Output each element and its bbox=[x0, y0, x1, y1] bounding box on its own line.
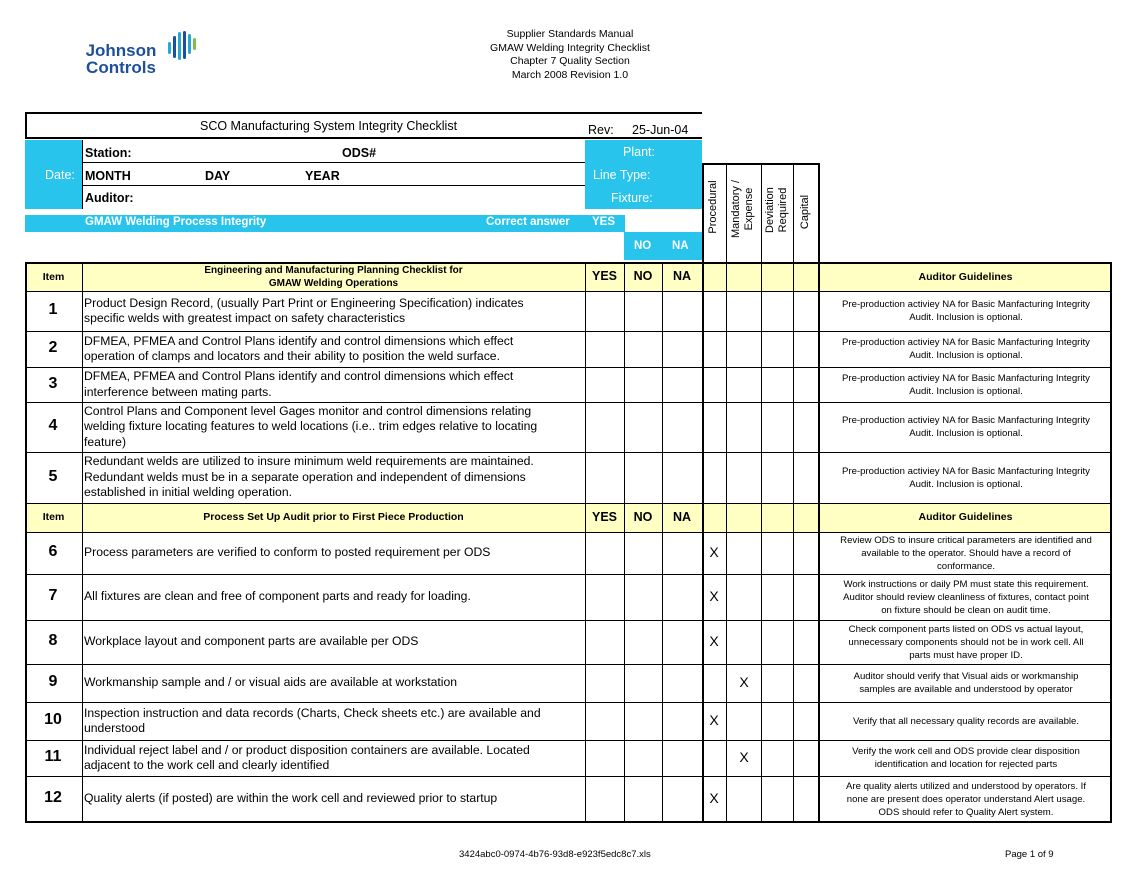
rev-value: 25-Jun-04 bbox=[632, 123, 689, 137]
ods-label: ODS# bbox=[342, 146, 377, 160]
answer-cell-na[interactable] bbox=[662, 367, 702, 402]
auditor-guideline-line: Audit. Inclusion is optional. bbox=[909, 312, 1023, 323]
process-label: GMAW Welding Process Integrity bbox=[85, 216, 267, 228]
answer-cell-no[interactable] bbox=[624, 402, 662, 452]
x-mark: X bbox=[739, 749, 749, 765]
answer-cell-yes[interactable] bbox=[585, 291, 624, 331]
auditor-guideline bbox=[820, 298, 1112, 324]
column-divider bbox=[662, 262, 663, 823]
logo-line2: Controls bbox=[86, 58, 156, 77]
auditor-guideline-line: Check component parts listed on ODS vs actual layout, bbox=[848, 623, 1084, 635]
section2-no: NO bbox=[633, 510, 653, 524]
item-number: 5 bbox=[48, 467, 58, 485]
auditor-guideline-line: unnecessary components should not be in work cell. All bbox=[848, 636, 1084, 648]
item-question-line: Workplace layout and component parts are available per ODS bbox=[84, 634, 419, 649]
row-divider bbox=[25, 452, 1111, 453]
procedural-header: Procedural bbox=[707, 180, 719, 234]
answer-cell-no[interactable] bbox=[624, 452, 662, 503]
answer-cell-yes[interactable] bbox=[585, 402, 624, 452]
answer-cell-na[interactable] bbox=[662, 331, 702, 367]
item-question-line: feature) bbox=[84, 434, 127, 449]
header-line4: March 2008 Revision 1.0 bbox=[511, 68, 629, 81]
auditor-guideline-line: Verify that all necessary quality records are available. bbox=[852, 715, 1080, 727]
x-mark: X bbox=[709, 790, 719, 806]
capital-header: Capital bbox=[799, 194, 811, 230]
item-question-line: DFMEA, PFMEA and Control Plans identify and control dimensions which effect bbox=[84, 369, 514, 383]
auditor-guideline-line: Audit. Inclusion is optional. bbox=[909, 478, 1023, 490]
auditor-guideline-line: parts must have proper ID. bbox=[909, 649, 1023, 661]
row-divider bbox=[25, 503, 1111, 504]
x-mark: X bbox=[739, 674, 749, 690]
logo-line1: Johnson bbox=[85, 41, 157, 60]
auditor-guideline-line: samples are available and understood by operator bbox=[859, 684, 1073, 695]
item-number: 8 bbox=[48, 632, 58, 649]
item-question-line: interference between mating parts. bbox=[84, 384, 272, 399]
answer-cell-yes[interactable] bbox=[585, 367, 624, 402]
auditor-guideline bbox=[820, 414, 1112, 440]
column-divider bbox=[793, 262, 794, 823]
item-question bbox=[84, 296, 584, 327]
auditor-label: Auditor: bbox=[85, 191, 134, 205]
item-number: 4 bbox=[48, 417, 58, 434]
answer-cell-na[interactable] bbox=[662, 532, 702, 574]
answer-cell-na[interactable] bbox=[662, 574, 702, 620]
item-question bbox=[84, 454, 584, 501]
row-divider bbox=[25, 574, 1111, 575]
section2-na: NA bbox=[672, 510, 692, 524]
item-question-line: Product Design Record, (usually Part Print or Engineering Specification) indicates bbox=[84, 295, 524, 310]
column-divider bbox=[726, 262, 727, 823]
row-divider bbox=[25, 331, 1111, 332]
section1-item-label: Item bbox=[42, 271, 65, 283]
item-question-line: Quality alerts (if posted) are within the work cell and reviewed prior to startup bbox=[84, 791, 498, 806]
row-divider bbox=[25, 291, 1111, 292]
answer-cell-no[interactable] bbox=[624, 367, 662, 402]
section1-title-line2: GMAW Welding Operations bbox=[268, 278, 399, 289]
item-question bbox=[84, 675, 584, 691]
item-question-line: Inspection instruction and data records (Charts, Check sheets etc.) are available and bbox=[84, 705, 541, 720]
mandatory-header-2: Expense bbox=[743, 187, 755, 231]
answer-cell-yes[interactable] bbox=[585, 620, 624, 664]
row-divider bbox=[25, 262, 1112, 264]
answer-cell-no[interactable] bbox=[624, 291, 662, 331]
section1-no: NO bbox=[633, 269, 653, 283]
answer-cell-no[interactable] bbox=[624, 620, 662, 664]
item-number: 1 bbox=[48, 301, 58, 318]
item-question-line: operation of clamps and locators and their ability to position the weld surface. bbox=[84, 349, 500, 363]
item-question bbox=[84, 706, 584, 737]
auditor-guideline-line: Pre-production activiey NA for Basic Manfacturing Integrity bbox=[842, 299, 1090, 310]
item-number: 11 bbox=[44, 748, 62, 765]
auditor-guideline bbox=[820, 745, 1112, 771]
answer-cell-yes[interactable] bbox=[585, 664, 624, 702]
auditor-guideline bbox=[820, 372, 1112, 398]
auditor-guideline bbox=[820, 465, 1112, 491]
auditor-guideline-line: Auditor should verify that Visual aids or workmanship bbox=[853, 671, 1079, 682]
item-number: 7 bbox=[48, 587, 58, 604]
auditor-guideline bbox=[820, 336, 1112, 362]
footer-filename: 3424abc0-0974-4b76-93d8-e923f5edc8c7.xls bbox=[459, 849, 651, 860]
column-divider bbox=[624, 262, 625, 823]
auditor-guideline-line: Pre-production activiey NA for Basic Manfacturing Integrity bbox=[842, 337, 1090, 348]
item-question bbox=[84, 369, 584, 400]
answer-cell-no[interactable] bbox=[624, 331, 662, 367]
x-mark: X bbox=[709, 712, 719, 728]
item-question bbox=[84, 634, 584, 650]
item-number: 10 bbox=[44, 711, 62, 728]
item-question-line: Redundant welds must be in a separate operation and independent of dimensions bbox=[84, 469, 526, 484]
auditor-guideline bbox=[820, 623, 1112, 662]
item-number: 9 bbox=[48, 673, 58, 690]
answer-cell-na[interactable] bbox=[662, 291, 702, 331]
item-question bbox=[84, 791, 584, 807]
x-mark: X bbox=[709, 588, 719, 604]
item-question-line: All fixtures are clean and free of component parts and ready for loading. bbox=[84, 589, 471, 604]
answer-cell-yes[interactable] bbox=[585, 574, 624, 620]
answer-cell-na[interactable] bbox=[662, 402, 702, 452]
item-question bbox=[84, 334, 584, 365]
deviation-header-1: Deviation bbox=[764, 187, 776, 233]
column-divider bbox=[761, 262, 762, 823]
auditor-guideline bbox=[820, 578, 1112, 617]
auditor-guideline-line: on fixture should be clean on audit time. bbox=[881, 604, 1051, 616]
item-question-line: Workmanship sample and / or visual aids are available at workstation bbox=[84, 675, 458, 690]
header-line3: Chapter 7 Quality Section bbox=[510, 55, 630, 67]
footer-page: Page 1 of 9 bbox=[1005, 849, 1054, 860]
answer-cell-yes[interactable] bbox=[585, 452, 624, 503]
auditor-guideline-line: Pre-production activiey NA for Basic Manfacturing Integrity bbox=[842, 372, 1090, 384]
auditor-guideline-line: ODS should refer to Quality Alert system. bbox=[878, 806, 1054, 818]
auditor-guideline-line: Audit. Inclusion is optional. bbox=[909, 350, 1023, 361]
row-divider bbox=[25, 702, 1111, 703]
item-number: 3 bbox=[48, 374, 58, 392]
answer-cell-yes[interactable] bbox=[585, 532, 624, 574]
auditor-guideline-line: Audit. Inclusion is optional. bbox=[909, 428, 1023, 439]
answer-cell-no[interactable] bbox=[624, 532, 662, 574]
row-divider bbox=[25, 620, 1111, 621]
answer-cell-na[interactable] bbox=[662, 702, 702, 740]
section2-title: Process Set Up Audit prior to First Piece Production bbox=[203, 511, 464, 523]
row-divider bbox=[25, 776, 1111, 777]
item-number: 2 bbox=[48, 339, 58, 356]
auditor-guideline-line: Work instructions or daily PM must state this requirement. bbox=[843, 578, 1089, 590]
rev-label: Rev: bbox=[588, 123, 614, 137]
answer-cell-na[interactable] bbox=[662, 776, 702, 822]
answer-cell-na[interactable] bbox=[662, 452, 702, 503]
item-question-line: DFMEA, PFMEA and Control Plans identify and control dimensions which effect bbox=[84, 333, 514, 348]
fixture-label: Fixture: bbox=[611, 191, 653, 205]
column-divider bbox=[818, 262, 820, 823]
correct-yes: YES bbox=[592, 216, 616, 228]
auditor-guideline-line: conformance. bbox=[936, 560, 996, 572]
section2-item-label: Item bbox=[42, 511, 65, 523]
item-question-line: understood bbox=[84, 721, 145, 735]
line-type-label: Line Type: bbox=[593, 168, 651, 182]
section1-title-line1: Engineering and Manufacturing Planning Checklist for bbox=[204, 265, 463, 276]
row-divider bbox=[25, 367, 1111, 368]
answer-cell-na[interactable] bbox=[662, 620, 702, 664]
auditor-guideline bbox=[820, 670, 1112, 696]
answer-cell-no[interactable] bbox=[624, 776, 662, 822]
item-question-line: specific welds with greatest impact on safety characteristics bbox=[84, 311, 406, 325]
column-divider bbox=[25, 262, 27, 823]
item-question-line: adjacent to the work cell and clearly identified bbox=[84, 758, 330, 772]
day-label: DAY bbox=[205, 169, 231, 183]
auditor-guideline-line: Review ODS to insure critical parameters are identified and bbox=[840, 534, 1092, 546]
auditor-guideline-line: Verify the work cell and ODS provide clear disposition bbox=[852, 746, 1080, 757]
answer-cell-no[interactable] bbox=[624, 740, 662, 776]
header-line1: Supplier Standards Manual bbox=[506, 28, 634, 40]
answer-cell-yes[interactable] bbox=[585, 331, 624, 367]
column-divider bbox=[1110, 262, 1112, 823]
header-line2: GMAW Welding Integrity Checklist bbox=[490, 41, 650, 54]
auditor-guideline-line: Are quality alerts utilized and understood by operators. If bbox=[846, 780, 1086, 792]
row-divider bbox=[25, 740, 1111, 741]
x-mark: X bbox=[709, 544, 719, 560]
item-question-line: welding fixture locating features to weld locations (i.e.. trim edges relative to locating bbox=[84, 419, 538, 434]
auditor-guideline-line: Pre-production activiey NA for Basic Manfacturing Integrity bbox=[842, 415, 1090, 426]
section2-yes: YES bbox=[591, 510, 617, 524]
auditor-guideline-line: Audit. Inclusion is optional. bbox=[909, 385, 1023, 397]
auditor-guideline-line: available to the operator. Should have a record of bbox=[861, 547, 1071, 559]
month-label: MONTH bbox=[85, 169, 131, 183]
item-question bbox=[84, 743, 584, 774]
section2-guidelines-label: Auditor Guidelines bbox=[918, 511, 1013, 523]
date-label: Date: bbox=[45, 168, 75, 182]
deviation-header-2: Required bbox=[777, 187, 789, 233]
item-number: 12 bbox=[44, 789, 62, 806]
answer-cell-yes[interactable] bbox=[585, 740, 624, 776]
row-divider bbox=[25, 532, 1111, 533]
row-divider bbox=[25, 664, 1111, 665]
section1-na: NA bbox=[672, 269, 692, 283]
auditor-guideline-line: Auditor should review cleanliness of fixtures, contact point bbox=[843, 591, 1089, 603]
auditor-guideline-line: Pre-production activiey NA for Basic Manfacturing Integrity bbox=[842, 465, 1090, 477]
answer-cell-no[interactable] bbox=[624, 574, 662, 620]
answer-cell-yes[interactable] bbox=[585, 702, 624, 740]
correct-answer-label: Correct answer bbox=[486, 216, 570, 228]
item-question-line: established in initial welding operation. bbox=[84, 485, 292, 500]
correct-na: NA bbox=[672, 240, 689, 252]
form-title: SCO Manufacturing System Integrity Checklist bbox=[200, 119, 458, 133]
section1-guidelines-label: Auditor Guidelines bbox=[918, 271, 1013, 283]
item-question-line: Process parameters are verified to conform to posted requirement per ODS bbox=[84, 545, 491, 560]
x-mark: X bbox=[709, 633, 719, 649]
answer-cell-yes[interactable] bbox=[585, 776, 624, 822]
correct-no: NO bbox=[634, 240, 652, 252]
answer-cell-na[interactable] bbox=[662, 740, 702, 776]
column-divider bbox=[585, 262, 586, 823]
auditor-guideline bbox=[820, 534, 1112, 573]
station-label: Station: bbox=[85, 146, 132, 160]
item-question-line: Individual reject label and / or product disposition containers are available. Located bbox=[84, 742, 530, 757]
auditor-guideline-line: none are present does operator understand Alert usage. bbox=[846, 793, 1086, 805]
answer-cell-no[interactable] bbox=[624, 664, 662, 702]
item-number: 6 bbox=[48, 543, 58, 560]
column-divider bbox=[702, 262, 704, 823]
auditor-guideline-line: identification and location for rejected parts bbox=[874, 759, 1058, 770]
row-divider bbox=[25, 821, 1112, 823]
section1-yes: YES bbox=[591, 269, 617, 283]
item-question bbox=[84, 545, 584, 561]
column-divider bbox=[82, 262, 83, 823]
year-label: YEAR bbox=[305, 169, 340, 183]
mandatory-header-1: Mandatory / bbox=[730, 179, 742, 239]
answer-cell-no[interactable] bbox=[624, 702, 662, 740]
plant-label: Plant: bbox=[623, 145, 655, 159]
item-question-line: Redundant welds are utilized to insure minimum weld requirements are maintained. bbox=[84, 454, 534, 469]
item-question bbox=[84, 404, 584, 451]
auditor-guideline bbox=[820, 780, 1112, 819]
auditor-guideline bbox=[820, 715, 1112, 728]
item-question bbox=[84, 589, 584, 605]
item-question-line: Control Plans and Component level Gages monitor and control dimensions relating bbox=[84, 403, 532, 418]
answer-cell-na[interactable] bbox=[662, 664, 702, 702]
